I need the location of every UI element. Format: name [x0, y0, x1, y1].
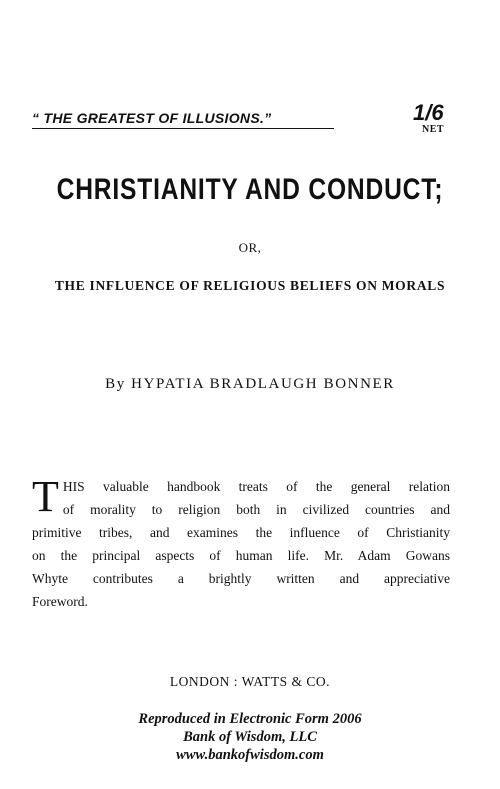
tagline-rule: [32, 128, 334, 129]
price: 1/6: [413, 100, 444, 125]
drop-cap: T: [32, 472, 59, 521]
reproduction-publisher: Bank of Wisdom, LLC: [183, 729, 317, 745]
publisher: LONDON : WATTS & CO.: [169, 674, 331, 689]
title-connector: OR,: [238, 240, 262, 255]
author-line: By HYPATIA BRADLAUGH BONNER: [105, 376, 395, 392]
description-line: Whyte contributes a brightly written and appreciative: [32, 571, 450, 586]
price-note: NET: [422, 124, 445, 135]
reproduction-url: www.bankofwisdom.com: [176, 747, 324, 763]
description-line: primitive tribes, and examines the influence of Christianity: [32, 525, 450, 540]
book-title: CHRISTIANITY AND CONDUCT;: [56, 173, 444, 206]
reproduction-notice: [0, 710, 500, 764]
description-line: HIS valuable handbook treats of the general relation: [62, 479, 450, 494]
reproduction-line: Reproduced in Electronic Form 2006: [138, 711, 362, 727]
tagline: “ THE GREATEST OF ILLUSIONS.”: [32, 110, 272, 126]
description-line: on the principal aspects of human life. Mr. Adam Gowans: [32, 548, 450, 563]
description-line: Foreword.: [32, 594, 88, 609]
book-subtitle: THE INFLUENCE OF RELIGIOUS BELIEFS ON MORALS: [54, 278, 446, 293]
description: [32, 472, 450, 613]
description-line: of morality to religion both in civilized countries and: [62, 502, 450, 517]
